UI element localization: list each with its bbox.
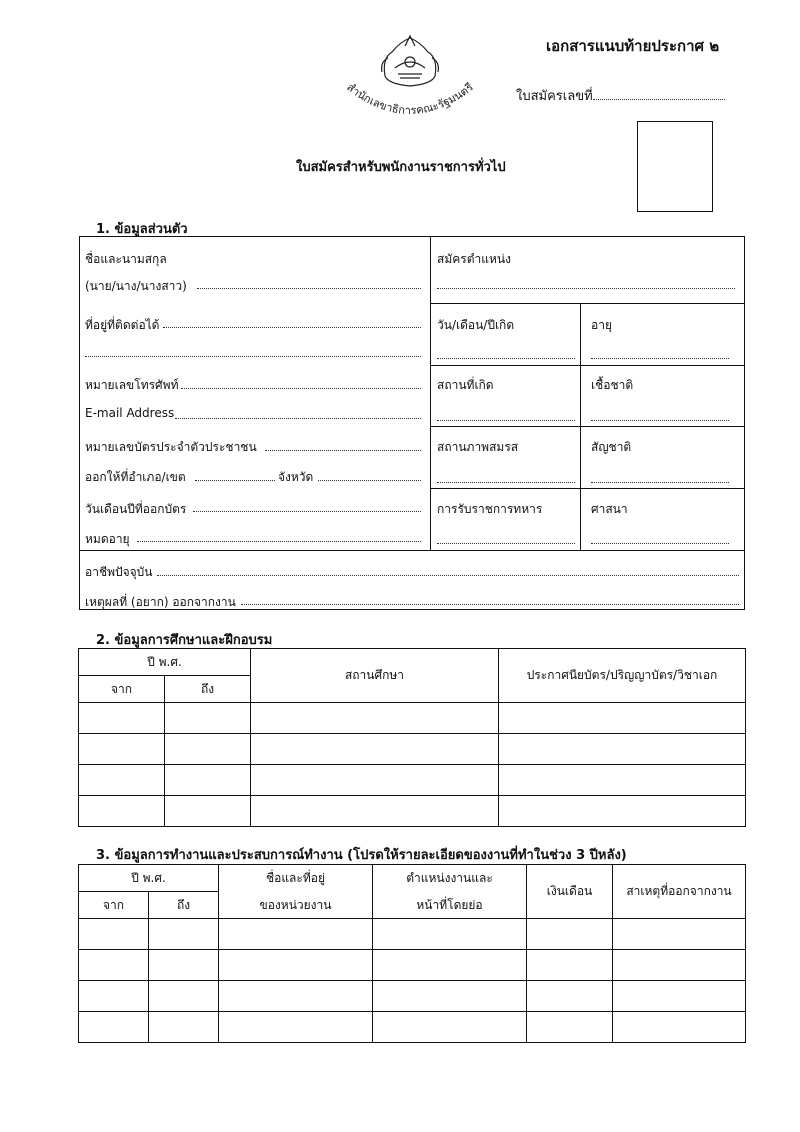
work-employer-line2: ของหน่วยงาน — [259, 897, 332, 912]
phone-field[interactable] — [181, 388, 421, 389]
religion-field[interactable] — [591, 543, 729, 544]
education-table — [78, 648, 746, 827]
full-name-field[interactable] — [197, 288, 421, 289]
nationality-field[interactable] — [591, 482, 729, 483]
section2-title: 2. ข้อมูลการศึกษาและฝึกอบรม — [96, 633, 273, 648]
address-field-1[interactable] — [163, 327, 421, 328]
dob-label: วัน/เดือน/ปีเกิด — [437, 318, 515, 332]
leave-reason-field[interactable] — [241, 604, 739, 605]
work-from-header: จาก — [79, 892, 149, 919]
work-position-line2: หน้าที่โดยย่อ — [416, 897, 483, 912]
table-row — [79, 981, 746, 1012]
occupation-label: อาชีพปัจจุบัน — [85, 565, 153, 579]
issue-date-label: วันเดือนปีที่ออกบัตร — [85, 502, 187, 516]
work-position-header — [373, 865, 527, 919]
issue-date-field[interactable] — [193, 511, 421, 512]
work-salary-header: เงินเดือน — [527, 865, 613, 919]
edu-to-header: ถึง — [165, 676, 251, 703]
issued-district-label: ออกให้ที่อำเภอ/เขต — [85, 470, 186, 484]
form-title: ใบสมัครสำหรับพนักงานราชการทั่วไป — [296, 160, 506, 175]
document-reference: เอกสารแนบท้ายประกาศ ๒ — [546, 37, 720, 55]
edu-year-header: ปี พ.ศ. — [79, 649, 251, 676]
edu-degree-header: ประกาศนียบัตร/ปริญญาบัตร/วิชาเอก — [499, 649, 746, 703]
table-row — [79, 1012, 746, 1043]
id-card-label: หมายเลขบัตรประจำตัวประชาชน — [85, 440, 257, 454]
table-row — [79, 919, 746, 950]
birthplace-field[interactable] — [437, 420, 575, 421]
military-field[interactable] — [437, 543, 575, 544]
work-to-header: ถึง — [149, 892, 219, 919]
age-field[interactable] — [591, 358, 729, 359]
birthplace-label: สถานที่เกิด — [437, 378, 494, 392]
race-field[interactable] — [591, 420, 729, 421]
marital-field[interactable] — [437, 482, 575, 483]
issued-district-field[interactable] — [195, 480, 275, 481]
work-table — [78, 864, 746, 1043]
table-row — [79, 734, 746, 765]
work-employer-header — [219, 865, 373, 919]
religion-label: ศาสนา — [591, 502, 628, 516]
application-number — [516, 85, 725, 106]
photo-box[interactable] — [637, 121, 713, 212]
position-label: สมัครตำแหน่ง — [437, 252, 511, 266]
address-label: ที่อยู่ที่ติดต่อได้ — [85, 318, 160, 332]
title-prefix-label: (นาย/นาง/นางสาว) — [85, 279, 187, 293]
marital-label: สถานภาพสมรส — [437, 440, 519, 454]
military-label: การรับราชการทหาร — [437, 502, 543, 516]
id-card-field[interactable] — [265, 450, 421, 451]
full-name-label: ชื่อและนามสกุล — [85, 252, 167, 266]
table-row — [79, 796, 746, 827]
edu-institution-header: สถานศึกษา — [251, 649, 499, 703]
work-position-line1: ตำแหน่งงานและ — [406, 870, 493, 885]
application-number-label: ใบสมัครเลขที่ — [516, 89, 593, 104]
race-label: เชื้อชาติ — [591, 378, 634, 392]
expiry-field[interactable] — [137, 541, 421, 542]
table-row — [79, 950, 746, 981]
work-year-header: ปี พ.ศ. — [79, 865, 219, 892]
province-field[interactable] — [318, 480, 421, 481]
dob-field[interactable] — [437, 358, 575, 359]
age-label: อายุ — [591, 318, 612, 332]
table-row — [79, 703, 746, 734]
emblem-icon — [382, 36, 439, 86]
application-number-field[interactable] — [593, 87, 725, 100]
email-label: E-mail Address — [85, 406, 175, 420]
work-reason-header: สาเหตุที่ออกจากงาน — [613, 865, 746, 919]
occupation-field[interactable] — [157, 575, 739, 576]
section3-title: 3. ข้อมูลการทำงานและประสบการณ์ทำงาน (โปรดให้รายละเอียดของงานที่ทำในช่วง 3 ปีหลัง) — [96, 848, 627, 863]
nationality-label: สัญชาติ — [591, 440, 632, 454]
expiry-label: หมดอายุ — [85, 532, 130, 546]
address-field-2[interactable] — [85, 356, 421, 357]
edu-from-header: จาก — [79, 676, 165, 703]
section1-title: 1. ข้อมูลส่วนตัว — [96, 222, 188, 237]
work-employer-line1: ชื่อและที่อยู่ — [265, 870, 326, 885]
province-label: จังหวัด — [278, 470, 314, 484]
phone-label: หมายเลขโทรศัพท์ — [85, 378, 179, 392]
leave-reason-label: เหตุผลที่ (อยาก) ออกจากงาน — [85, 595, 236, 609]
agency-emblem — [340, 28, 480, 120]
agency-name-text: สำนักเลขาธิการคณะรัฐมนตรี — [344, 80, 476, 118]
table-row — [79, 765, 746, 796]
email-field[interactable] — [175, 418, 421, 419]
position-field[interactable] — [437, 288, 735, 289]
